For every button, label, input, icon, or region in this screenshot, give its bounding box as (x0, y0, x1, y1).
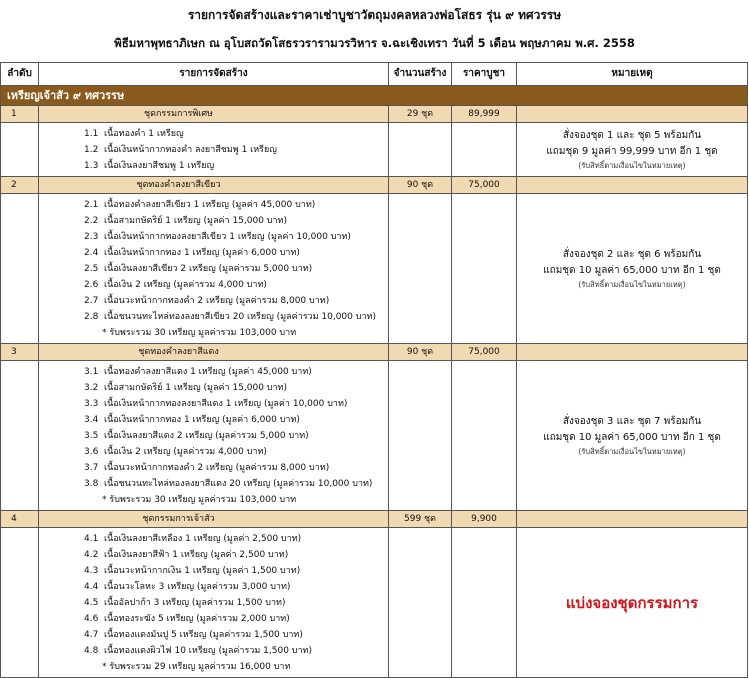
set-note: สั่งจองชุด 2 และ ชุด 6 พร้อมกัน แถมชุด 10 มูลค่า 65,000 บาท อีก 1 ชุด (รับสิทธิ์ตามเงื่อนไขในหมายเหตุ) (517, 194, 748, 344)
document-title: รายการจัดสร้างและราคาเช่าบูชาวัตถุมงคลหลวงพ่อโสธร รุ่น ๙ ทศวรรษ (187, 8, 562, 22)
set-detail-row (1, 123, 748, 177)
list-item: 1.1 เนื้อทองคำ 1 เหรียญ (84, 129, 184, 139)
list-item: 2.4 เนื้อเงินหน้ากากทอง 1 เหรียญ (มูลค่า 6,000 บาท) (84, 248, 300, 258)
document-subtitle: พิธีมหาพุทธาภิเษก ณ อุโบสถวัดโสธรวรารามวรวิหาร จ.ฉะเชิงเทรา วันที่ 5 เดือน พฤษภาคม พ.ศ. 2558 (114, 36, 635, 50)
list-item: 3.3 เนื้อเงินหน้ากากทองลงยาสีแดง 1 เหรียญ (มูลค่า 10,000 บาท) (84, 399, 348, 409)
set-note-empty (517, 511, 748, 528)
set-row (1, 511, 748, 528)
list-item: 2.8 เนื้อชนวนทะไหล่ทองลงยาสีเขียว 20 เหรียญ (มูลค่ารวม 10,000 บาท) (84, 312, 376, 322)
category-label: เหรียญเจ้าสัว ๙ ทศวรรษ (1, 86, 748, 106)
column-header-item: รายการจัดสร้าง (39, 63, 389, 86)
list-item: 3.2 เนื้อสามกษัตริย์ 1 เหรียญ (มูลค่า 15,000 บาท) (84, 383, 287, 393)
set-row (1, 177, 748, 194)
set-name: ชุดทองคำลงยาสีแดง (39, 344, 389, 361)
set-items (39, 123, 389, 177)
set-note-empty (517, 106, 748, 123)
list-item: 2.2 เนื้อสามกษัตริย์ 1 เหรียญ (มูลค่า 15,000 บาท) (84, 216, 287, 226)
set-note: สั่งจองชุด 3 และ ชุด 7 พร้อมกัน แถมชุด 10 มูลค่า 65,000 บาท อีก 1 ชุด (รับสิทธิ์ตามเงื่อนไขในหมายเหตุ) (517, 361, 748, 511)
list-item: 4.4 เนื้อนวะโลหะ 3 เหรียญ (มูลค่ารวม 3,000 บาท) (84, 582, 291, 592)
list-item: 3.8 เนื้อชนวนทะไหล่ทองลงยาสีแดง 20 เหรียญ (มูลค่ารวม 10,000 บาท) (84, 479, 373, 489)
list-item: 3.6 เนื้อเงิน 2 เหรียญ (มูลค่ารวม 4,000 บาท) (84, 447, 267, 457)
set-price: 9,900 (452, 511, 517, 528)
set-number: 2 (1, 177, 39, 194)
set-number: 1 (1, 106, 39, 123)
set-detail-row (1, 361, 748, 511)
set-number: 3 (1, 344, 39, 361)
list-item: 4.8 เนื้อทองแดงผิวไฟ 10 เหรียญ (มูลค่ารวม 1,500 บาท) (84, 646, 313, 656)
set-summary: * รับพระรวม 30 เหรียญ มูลค่ารวม 103,000 บาท (102, 495, 297, 505)
set-quantity: 90 ชุด (389, 177, 452, 194)
set-summary: * รับพระรวม 29 เหรียญ มูลค่ารวม 16,000 บาท (102, 662, 291, 672)
list-item: 3.7 เนื้อนวะหน้ากากทองคำ 2 เหรียญ (มูลค่ารวม 8,000 บาท) (84, 463, 330, 473)
set-quantity: 29 ชุด (389, 106, 452, 123)
list-item: 1.2 เนื้อเงินหน้ากากทองคำ ลงยาสีชมพู 1 เหรียญ (84, 145, 277, 155)
list-item: 2.1 เนื้อทองคำลงยาสีเขียว 1 เหรียญ (มูลค่า 45,000 บาท) (84, 200, 316, 210)
set-quantity: 599 ชุด (389, 511, 452, 528)
list-item: 4.7 เนื้อทองแดงมันปู 5 เหรียญ (มูลค่ารวม 1,500 บาท) (84, 630, 303, 640)
set-items (39, 361, 389, 511)
list-item: 2.3 เนื้อเงินหน้ากากทองลงยาสีเขียว 1 เหรียญ (มูลค่า 10,000 บาท) (84, 232, 351, 242)
list-item: 4.1 เนื้อเงินลงยาสีเหลือง 1 เหรียญ (มูลค่า 2,500 บาท) (84, 534, 302, 544)
set-row (1, 344, 748, 361)
set-name: ชุดกรรมการเจ้าสัว (39, 511, 389, 528)
list-item: 4.6 เนื้อทองระฆัง 5 เหรียญ (มูลค่ารวม 2,000 บาท) (84, 614, 290, 624)
list-item: 4.2 เนื้อเงินลงยาสีฟ้า 1 เหรียญ (มูลค่า 2,500 บาท) (84, 550, 289, 560)
set-items (39, 528, 389, 678)
column-header-number: ลำดับ (1, 63, 39, 86)
list-item: 2.6 เนื้อเงิน 2 เหรียญ (มูลค่ารวม 4,000 บาท) (84, 280, 267, 290)
list-item: 3.5 เนื้อเงินลงยาสีแดง 2 เหรียญ (มูลค่ารวม 5,000 บาท) (84, 431, 309, 441)
category-row (1, 86, 748, 106)
set-detail-row (1, 528, 748, 678)
list-item: 4.5 เนื้ออัลปาก้า 3 เหรียญ (มูลค่ารวม 1,500 บาท) (84, 598, 286, 608)
set-row (1, 106, 748, 123)
set-note: สั่งจองชุด 1 และ ชุด 5 พร้อมกัน แถมชุด 9 มูลค่า 99,999 บาท อีก 1 ชุด (รับสิทธิ์ตามเงื่อนไขในหมายเหตุ) (517, 123, 748, 177)
set-note-empty (517, 177, 748, 194)
set-name: ชุดกรรมการพิเศษ (39, 106, 389, 123)
list-item: 2.7 เนื้อนวะหน้ากากทองคำ 2 เหรียญ (มูลค่ารวม 8,000 บาท) (84, 296, 330, 306)
table-header-row (1, 63, 748, 86)
set-items (39, 194, 389, 344)
set-quantity: 90 ชุด (389, 344, 452, 361)
set-price: 75,000 (452, 344, 517, 361)
column-header-note: หมายเหตุ (517, 63, 748, 86)
column-header-price: ราคาบูชา (452, 63, 517, 86)
list-item: 3.1 เนื้อทองคำลงยาสีแดง 1 เหรียญ (มูลค่า 45,000 บาท) (84, 367, 312, 377)
set-note (517, 528, 748, 678)
list-item: 3.4 เนื้อเงินหน้ากากทอง 1 เหรียญ (มูลค่า 6,000 บาท) (84, 415, 300, 425)
set-summary: * รับพระรวม 30 เหรียญ มูลค่ารวม 103,000 บาท (102, 328, 297, 338)
set-price: 75,000 (452, 177, 517, 194)
list-item: 4.3 เนื้อนวะหน้ากากเงิน 1 เหรียญ (มูลค่า 1,500 บาท) (84, 566, 301, 576)
set-number: 4 (1, 511, 39, 528)
red-promo-note: แบ่งจองชุดกรรมการ (565, 593, 699, 612)
set-name: ชุดทองคำลงยาสีเขียว (39, 177, 389, 194)
list-item: 2.5 เนื้อเงินลงยาสีเขียว 2 เหรียญ (มูลค่ารวม 5,000 บาท) (84, 264, 313, 274)
set-note-empty (517, 344, 748, 361)
set-price: 89,999 (452, 106, 517, 123)
list-item: 1.3 เนื้อเงินลงยาสีชมพู 1 เหรียญ (84, 161, 215, 171)
column-header-quantity: จำนวนสร้าง (389, 63, 452, 86)
price-table (0, 62, 748, 678)
set-detail-row (1, 194, 748, 344)
